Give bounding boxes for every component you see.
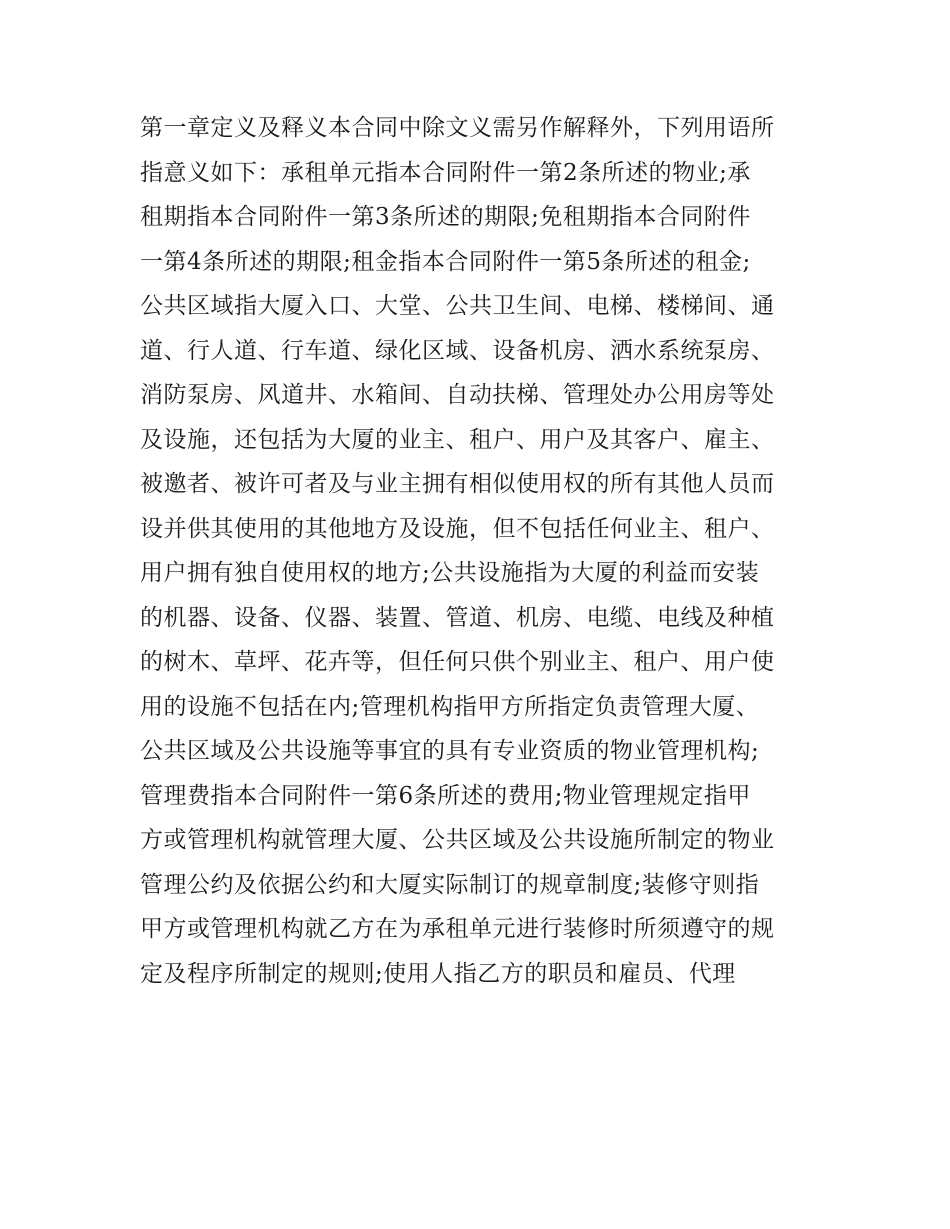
text-line: 一第4条所述的期限;租金指本合同附件一第5条所述的租金;: [140, 248, 751, 275]
contract-definitions-paragraph: [140, 106, 820, 996]
text-line: 公共区域及公共设施等事宜的具有专业资质的物业管理机构;: [140, 738, 760, 764]
text-line: 方或管理机构就管理大厦、公共区域及公共设施所制定的物业: [140, 827, 775, 853]
text-line: 用的设施不包括在内;管理机构指甲方所指定负责管理大厦、: [140, 693, 760, 720]
text-line: 消防泵房、风道井、水箱间、自动扶梯、管理处办公用房等处: [140, 382, 775, 408]
text-line: 管理费指本合同附件一第6条所述的费用;物业管理规定指甲: [140, 782, 751, 809]
text-line: 设并供其使用的其他地方及设施，但不包括任何业主、租户、: [140, 515, 775, 542]
text-line: 定及程序所制定的规则;使用人指乙方的职员和雇员、代理: [140, 960, 736, 987]
text-line: 被邀者、被许可者及与业主拥有相似使用权的所有其他人员而: [140, 471, 775, 497]
text-line: 指意义如下：承租单元指本合同附件一第2条所述的物业;承: [140, 159, 751, 186]
text-line: 租期指本合同附件一第3条所述的期限;免租期指本合同附件: [140, 204, 751, 230]
text-line: 道、行人道、行车道、绿化区域、设备机房、洒水系统泵房、: [140, 337, 775, 364]
text-line: 甲方或管理机构就乙方在为承租单元进行装修时所须遵守的规: [140, 916, 775, 942]
text-line: 的机器、设备、仪器、装置、管道、机房、电缆、电线及种植: [140, 604, 775, 631]
text-line: 管理公约及依据公约和大厦实际制订的规章制度;装修守则指: [140, 871, 760, 898]
text-line: 公共区域指大厦入口、大堂、公共卫生间、电梯、楼梯间、通: [140, 293, 775, 319]
text-line: 的树木、草坪、花卉等，但任何只供个别业主、租户、用户使: [140, 649, 775, 675]
text-line: 第一章定义及释义本合同中除文义需另作解释外，下列用语所: [140, 115, 775, 141]
text-line: 用户拥有独自使用权的地方;公共设施指为大厦的利益而安装: [140, 560, 760, 586]
text-line: 及设施，还包括为大厦的业主、租户、用户及其客户、雇主、: [140, 426, 775, 453]
